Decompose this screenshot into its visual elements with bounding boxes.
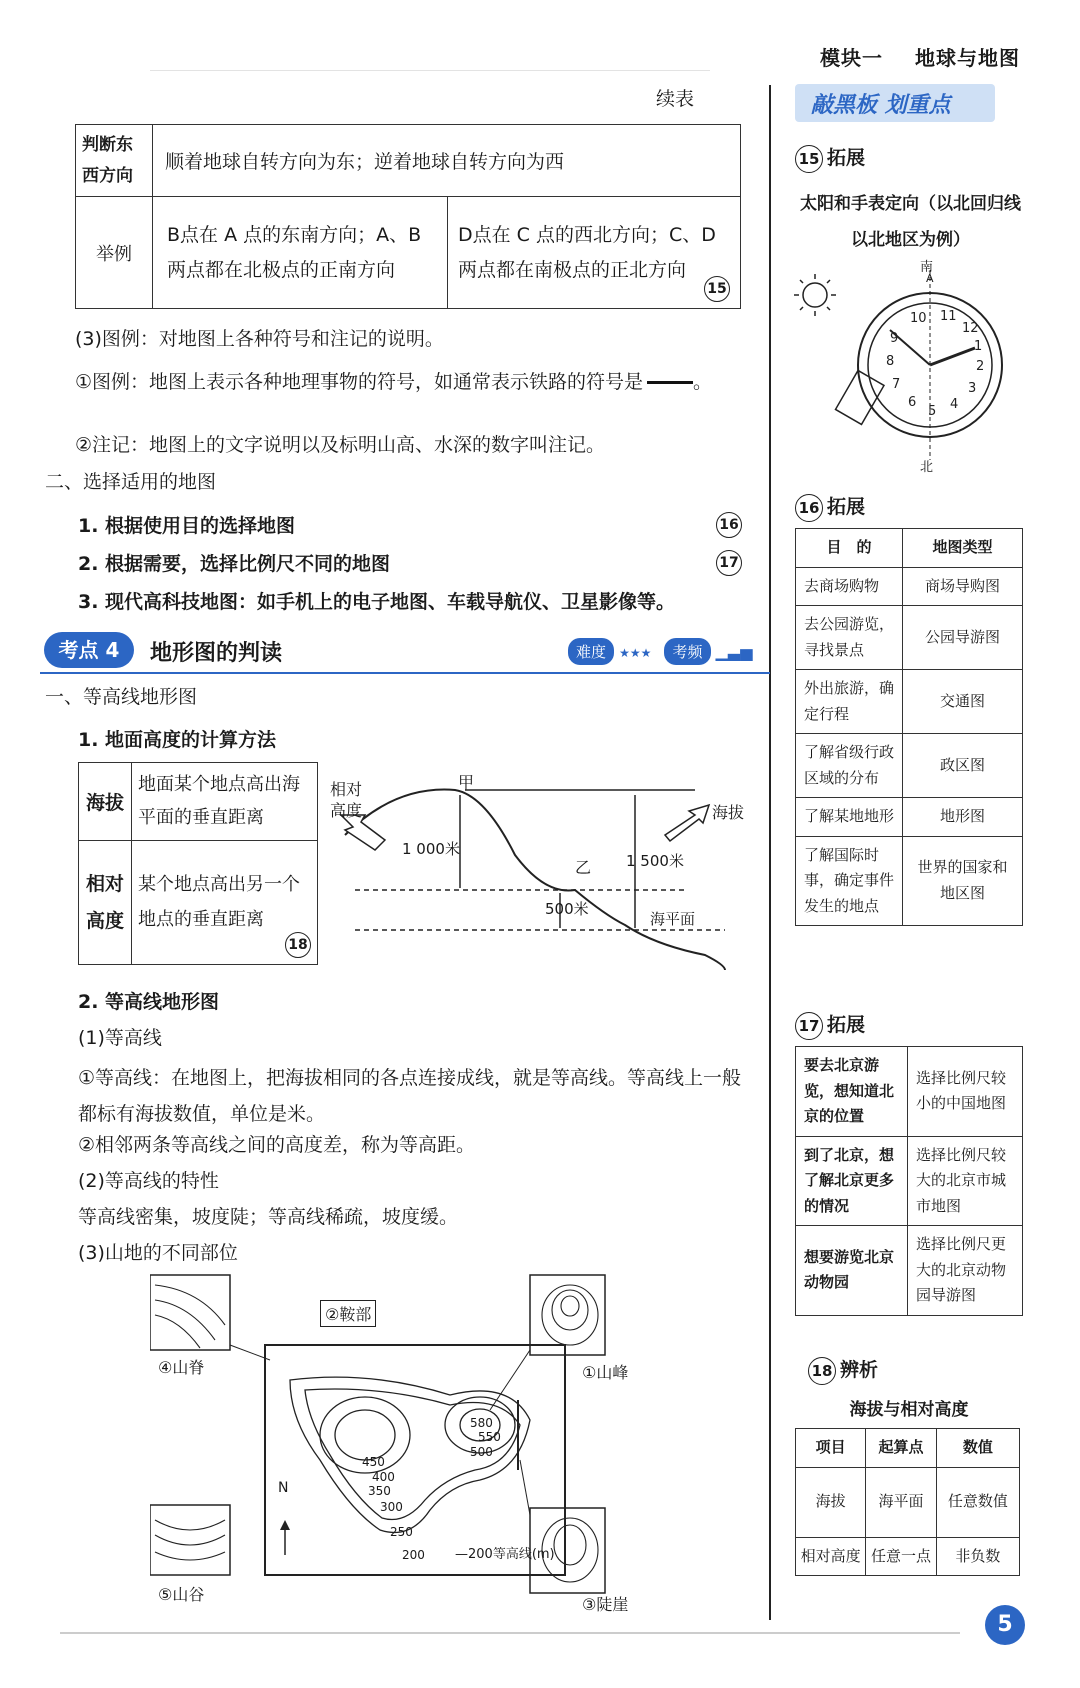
subsection-title: 1. 地面高度的计算方法 xyxy=(78,729,277,751)
sidebar-desc: 太阳和手表定向（以北回归线以北地区为例） xyxy=(800,194,1021,250)
paragraph: 等高线密集，坡度陡；等高线稀疏，坡度缓。 xyxy=(78,1206,459,1228)
svg-text:12: 12 xyxy=(962,321,979,336)
cell: 世界的国家和地区图 xyxy=(903,836,1023,926)
paragraph: (2)等高线的特性 xyxy=(78,1170,219,1192)
cell: 去公园游览，寻找景点 xyxy=(796,606,903,670)
contour-value: 250 xyxy=(390,1525,413,1539)
label-saddle: ②鞍部 xyxy=(320,1300,376,1327)
label-ridge: ④山脊 xyxy=(158,1358,205,1377)
label-relative-height: 相对高度 xyxy=(330,780,363,820)
label-yi: 乙 xyxy=(575,858,592,877)
svg-text:2: 2 xyxy=(976,359,985,374)
cell-text: 顺着地球自转方向为东；逆着地球自转方向为西 xyxy=(153,125,741,197)
label-south: 南 xyxy=(920,260,934,275)
cell: 非负数 xyxy=(936,1537,1019,1576)
map-legend-text: 200等高线(m) xyxy=(468,1547,555,1562)
header-cell: 地图类型 xyxy=(903,529,1023,568)
list-item: 3. 现代高科技地图：如手机上的电子地图、车载导航仪、卫星影像等。 xyxy=(78,591,676,613)
cell: 去商场购物 xyxy=(796,567,903,606)
label-north: 北 xyxy=(920,460,934,475)
label-north: N xyxy=(278,1480,289,1496)
page-header xyxy=(796,42,1020,71)
label-valley: ⑤山谷 xyxy=(158,1585,205,1604)
cell-text: B点在 A 点的东南方向；A、B两点都在北极点的正南方向 xyxy=(153,197,448,309)
cell: 外出旅游，确定行程 xyxy=(796,670,903,734)
label-jia: 甲 xyxy=(458,773,475,792)
note-marker: 17 xyxy=(795,1012,823,1040)
label-1000m: 1 000米 xyxy=(402,840,460,858)
legend-text: ①图例：地图上表示各种地理事物的符号，如通常表示铁路的符号是 xyxy=(75,371,644,393)
cell: 公园导游图 xyxy=(903,606,1023,670)
svg-text:7: 7 xyxy=(892,377,901,392)
cell-text: 某个地点高出另一个地点的垂直距离 xyxy=(138,874,300,930)
legend-para-a: ①图例：地图上表示各种地理事物的符号，如通常表示铁路的符号是 。 xyxy=(75,371,713,393)
cell: 相对高度 xyxy=(796,1537,866,1576)
contour-value: 300 xyxy=(380,1500,403,1514)
note-marker: 15 xyxy=(795,145,823,173)
label-sea-level: 海平面 xyxy=(650,910,696,928)
note-marker: 16 xyxy=(716,512,742,538)
note-marker: 17 xyxy=(716,550,742,576)
svg-text:10: 10 xyxy=(910,311,927,326)
sidebar-heading-18 xyxy=(808,1355,878,1385)
cell: 海拔 xyxy=(796,1467,866,1537)
difficulty-tag: 难度 xyxy=(568,638,614,665)
cell: 任意一点 xyxy=(866,1537,936,1576)
header-cell: 项目 xyxy=(796,1429,866,1468)
header-cell: 起算点 xyxy=(866,1429,936,1468)
map-type-table xyxy=(795,528,1023,926)
label-a: A xyxy=(926,272,934,285)
topic-rule xyxy=(40,672,770,674)
subsection-title: 2. 等高线地形图 xyxy=(78,991,220,1013)
svg-text:8: 8 xyxy=(886,354,895,369)
contour-value: 200 xyxy=(402,1548,425,1562)
cell: 要去北京游览，想知道北京的位置 xyxy=(796,1047,908,1137)
paragraph: ①等高线：在地图上，把海拔相同的各点连接成线，就是等高线。等高线上一般都标有海拔数值，单位是米。 xyxy=(78,1067,742,1125)
contour-value: 350 xyxy=(368,1484,391,1498)
list-item: 1. 根据使用目的选择地图 xyxy=(78,515,296,537)
arrow-icon xyxy=(665,805,709,841)
contour-value: 550 xyxy=(478,1430,501,1444)
paragraph: (1)等高线 xyxy=(78,1027,162,1049)
svg-text:9: 9 xyxy=(890,331,899,346)
topic-title: 地形图的判读 xyxy=(150,641,283,666)
contour-value: 400 xyxy=(372,1470,395,1484)
cell: 想要游览北京动物园 xyxy=(796,1226,908,1316)
continued-label: 续表 xyxy=(656,88,695,110)
heading-text: 辨析 xyxy=(840,1359,879,1381)
north-arrow-icon xyxy=(280,1520,290,1530)
cell-label: 举例 xyxy=(76,197,153,309)
frequency-tag: 考频 xyxy=(664,638,710,665)
elevation-diagram xyxy=(325,775,755,975)
svg-text:1: 1 xyxy=(974,339,983,354)
svg-text:4: 4 xyxy=(950,397,959,412)
label-500m: 500米 xyxy=(545,900,589,918)
watch-diagram xyxy=(790,270,1010,460)
cell: 任意数值 xyxy=(936,1467,1019,1537)
label-peak: ①山峰 xyxy=(582,1363,629,1382)
label-cliff: ③陡崖 xyxy=(582,1595,629,1614)
cell: 地形图 xyxy=(903,798,1023,837)
railway-symbol xyxy=(647,381,693,384)
cell-label: 相对高度 xyxy=(79,841,132,965)
cell-label: 海拔 xyxy=(79,763,132,841)
paragraph: (3)山地的不同部位 xyxy=(78,1242,238,1264)
banner-text: 敲黑板 划重点 xyxy=(811,93,951,118)
cell: 到了北京，想了解北京更多的情况 xyxy=(796,1136,908,1226)
heading-text: 拓展 xyxy=(827,147,866,169)
legend-para-b: ②注记：地图上的文字说明以及标明山高、水深的数字叫注记。 xyxy=(75,434,606,456)
cell-text: D点在 C 点的西北方向；C、D两点都在南极点的正北方向 xyxy=(458,224,716,281)
note-marker: 18 xyxy=(808,1357,836,1385)
frequency-icon: ▁▃▅ xyxy=(715,642,753,661)
topic-bar xyxy=(40,628,770,674)
svg-text:6: 6 xyxy=(908,395,917,410)
sidebar-heading-16 xyxy=(795,492,865,522)
topic-pill: 考点 4 xyxy=(44,632,134,668)
label-altitude: 海拔 xyxy=(712,803,745,822)
note-marker: 16 xyxy=(795,494,823,522)
sidebar-subtitle: 海拔与相对高度 xyxy=(849,1400,969,1420)
legend-para: (3)图例：对地图上各种符号和注记的说明。 xyxy=(75,328,444,350)
difficulty-stars: ★★★ xyxy=(619,646,652,660)
contour-value: 500 xyxy=(470,1445,493,1459)
svg-text:11: 11 xyxy=(940,309,957,324)
contour-value: 580 xyxy=(470,1416,493,1430)
inset-peak xyxy=(530,1275,605,1355)
sidebar-heading-15 xyxy=(795,143,865,173)
note-marker: 18 xyxy=(285,932,311,958)
section-title: 一、等高线地形图 xyxy=(45,686,198,708)
cell: 政区图 xyxy=(903,734,1023,798)
sidebar-banner xyxy=(795,84,995,122)
sun-icon xyxy=(803,283,827,307)
header-cell: 目 的 xyxy=(796,529,903,568)
direction-table xyxy=(75,124,741,309)
cell: 选择比例尺较小的中国地图 xyxy=(908,1047,1023,1137)
page-number: 5 xyxy=(985,1605,1025,1645)
height-table xyxy=(78,762,318,965)
cell-label: 判断东西方向 xyxy=(76,125,153,197)
map-legend: —200等高线(m) xyxy=(455,1547,555,1562)
cell: 选择比例尺更大的北京动物园导游图 xyxy=(908,1226,1023,1316)
cell: 了解国际时事，确定事件发生的地点 xyxy=(796,836,903,926)
section-title: 二、选择适用的地图 xyxy=(45,471,217,493)
header-cell: 数值 xyxy=(936,1429,1019,1468)
chapter-title: 地球与地图 xyxy=(915,46,1020,70)
cell-text: 地面某个地点高出海平面的垂直距离 xyxy=(132,763,318,841)
svg-text:3: 3 xyxy=(968,381,977,396)
header-rule xyxy=(150,70,710,71)
cell: 了解某地地形 xyxy=(796,798,903,837)
inset-valley xyxy=(150,1505,230,1575)
height-compare-table xyxy=(795,1428,1020,1576)
footer-rule xyxy=(60,1632,960,1634)
list-item: 2. 根据需要，选择比例尺不同的地图 xyxy=(78,553,391,575)
contour-value: 450 xyxy=(362,1455,385,1469)
module-label: 模块一 xyxy=(820,46,884,70)
heading-text: 拓展 xyxy=(827,496,866,518)
note-marker: 15 xyxy=(704,276,730,302)
cell: 商场导购图 xyxy=(903,567,1023,606)
svg-text:5: 5 xyxy=(928,404,937,419)
cell: 了解省级行政区域的分布 xyxy=(796,734,903,798)
column-divider xyxy=(769,85,771,1620)
heading-text: 拓展 xyxy=(827,1014,866,1036)
cell: 交通图 xyxy=(903,670,1023,734)
cell: 选择比例尺较大的北京市城市地图 xyxy=(908,1136,1023,1226)
paragraph: ②相邻两条等高线之间的高度差，称为等高距。 xyxy=(78,1134,476,1156)
label-1500m: 1 500米 xyxy=(626,852,684,870)
scale-table xyxy=(795,1046,1023,1316)
sidebar-heading-17 xyxy=(795,1010,865,1040)
cell: 海平面 xyxy=(866,1467,936,1537)
